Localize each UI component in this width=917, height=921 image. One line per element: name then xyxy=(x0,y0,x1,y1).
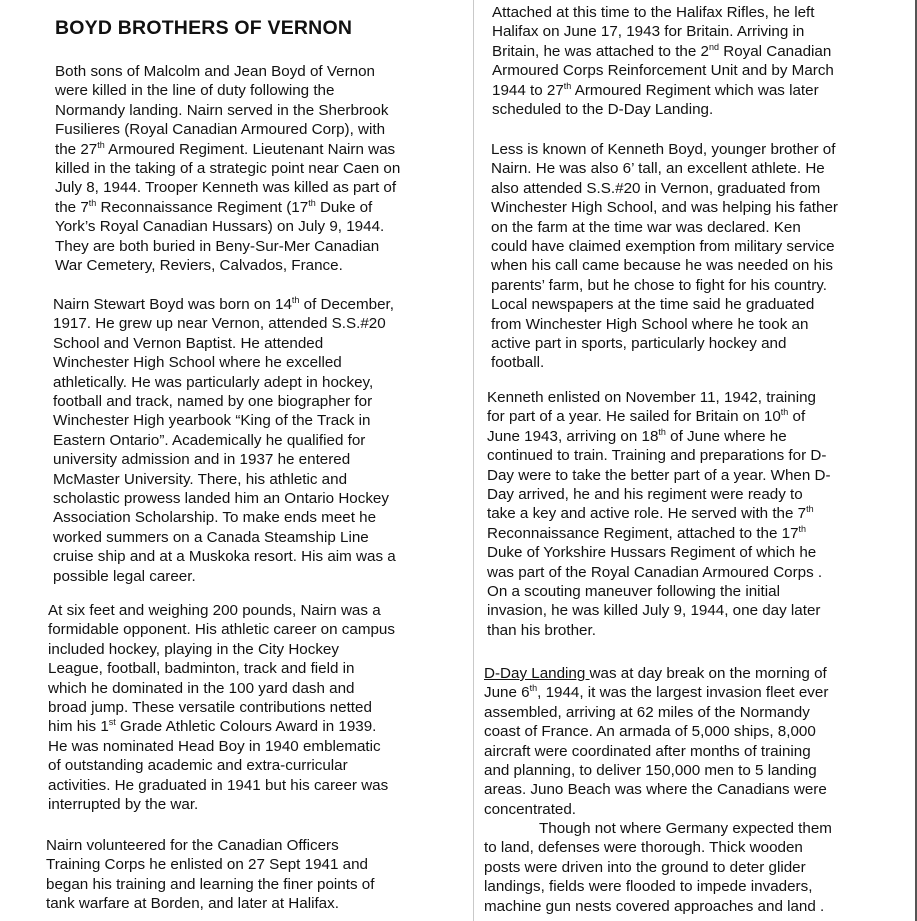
text-segment: Royal Canadian xyxy=(719,42,832,60)
text-line xyxy=(53,489,396,508)
text-line xyxy=(491,256,838,275)
text-segment: Local newspapers at the time said he graduated xyxy=(491,296,815,314)
text-segment: Nairn Stewart Boyd was born on 14 xyxy=(53,296,292,313)
text-segment: War Cemetery, Reviers, Calvados, France. xyxy=(55,257,343,275)
text-line xyxy=(487,524,831,543)
ordinal-suffix: th xyxy=(658,426,666,437)
text-line xyxy=(53,508,396,527)
ordinal-suffix: th xyxy=(291,295,300,305)
text-segment: and planning, to deliver 150,000 men to 5 landing xyxy=(484,762,817,780)
text-line xyxy=(53,353,396,372)
text-segment: Day were to take the better part of a year. When D- xyxy=(487,466,831,484)
ordinal-suffix: th xyxy=(563,80,572,91)
text-line xyxy=(487,485,831,504)
text-line xyxy=(492,3,834,22)
text-segment: him his 1 xyxy=(48,718,109,736)
text-line xyxy=(53,567,396,586)
ordinal-suffix: th xyxy=(798,523,807,534)
text-line xyxy=(484,819,832,838)
dday-landing-heading: D-Day Landing xyxy=(484,665,590,682)
text-line xyxy=(487,504,831,523)
text-line xyxy=(53,431,396,450)
text-line xyxy=(55,237,400,256)
text-segment: Armoured Regiment which was later xyxy=(571,81,819,99)
text-segment: were killed in the line of duty following the xyxy=(55,82,335,100)
text-line xyxy=(491,315,838,334)
paragraph-nairn-athletics xyxy=(48,601,395,814)
text-segment: School and Vernon Baptist. He attended xyxy=(53,334,324,352)
text-segment: League, football, badminton, track and field in xyxy=(48,660,355,678)
text-line xyxy=(55,217,400,236)
text-line xyxy=(487,621,831,640)
page-title: BOYD BROTHERS OF VERNON xyxy=(55,17,353,39)
text-segment: 1944 to 27 xyxy=(492,81,564,99)
text-segment: Britain, he was attached to the 2 xyxy=(492,42,709,60)
text-segment: Attached at this time to the Halifax Rifles, he left xyxy=(492,4,815,21)
paragraph-nairn-enlistment xyxy=(46,836,374,914)
text-segment: tank warfare at Borden, and later at Halifax. xyxy=(46,895,339,913)
text-segment: scheduled to the D-Day Landing. xyxy=(492,101,714,119)
text-line xyxy=(491,353,838,372)
ordinal-suffix: nd xyxy=(708,41,719,52)
text-line xyxy=(491,198,838,217)
text-segment: on the farm at the time war was declared. Ken xyxy=(491,218,801,236)
text-line xyxy=(487,563,831,582)
text-line xyxy=(484,703,828,722)
text-line xyxy=(53,528,396,547)
text-segment: Winchester High School where he excelled xyxy=(53,354,342,372)
text-line xyxy=(484,800,828,819)
text-segment: Reconnaissance Regiment (17 xyxy=(96,198,309,216)
text-segment: also attended S.S.#20 in Vernon, graduated from xyxy=(491,179,821,197)
text-segment: take a key and active role. He served with the 7 xyxy=(487,505,807,523)
text-line xyxy=(53,450,396,469)
text-segment: Grade Athletic Colours Award in 1939. xyxy=(115,718,377,736)
text-segment: Winchester High School, and was helping his father xyxy=(491,199,838,217)
text-line xyxy=(48,620,395,639)
text-line xyxy=(48,795,395,814)
paragraph-nairn-britain xyxy=(492,3,834,119)
text-segment: killed in the taking of a strategic point near Caen on xyxy=(55,160,401,178)
text-segment: formidable opponent. His athletic career on campus xyxy=(48,621,395,639)
text-segment: parents’ farm, but he chose to fight for his country. xyxy=(491,276,827,294)
text-segment: when his call came because he was needed on his xyxy=(491,257,833,275)
text-line xyxy=(484,780,828,799)
text-line xyxy=(46,836,374,855)
text-segment: of June where he xyxy=(665,427,787,445)
text-line xyxy=(48,601,395,620)
text-segment: Training Corps he enlisted on 27 Sept 1941 and xyxy=(46,856,368,874)
text-segment: Duke of xyxy=(315,198,373,216)
text-segment: Duke of Yorkshire Hussars Regiment of which he xyxy=(487,544,817,562)
text-line xyxy=(492,42,834,61)
ordinal-suffix: th xyxy=(780,407,789,418)
text-segment: Halifax on June 17, 1943 for Britain. Arriving in xyxy=(492,23,805,41)
text-line xyxy=(55,178,400,197)
text-line xyxy=(48,659,395,678)
text-segment: Both sons of Malcolm and Jean Boyd of Vernon xyxy=(55,63,375,80)
text-segment: could have claimed exemption from military service xyxy=(491,238,835,256)
text-segment: broad jump. These versatile contributions netted xyxy=(48,699,372,717)
text-line xyxy=(48,756,395,775)
text-line xyxy=(484,838,832,857)
text-line xyxy=(46,875,374,894)
text-segment: July 8, 1944. Trooper Kenneth was killed as part of xyxy=(55,179,397,197)
text-segment: On a scouting maneuver following the initial xyxy=(487,583,780,601)
text-line xyxy=(48,698,395,717)
text-segment: They are both buried in Beny-Sur-Mer Canadian xyxy=(55,237,380,255)
paragraph-dday-landing xyxy=(484,664,828,819)
text-segment: was part of the Royal Canadian Armoured Corps . xyxy=(487,563,823,581)
text-segment: Fusilieres (Royal Canadian Armoured Corp), with xyxy=(55,121,386,139)
text-segment: of outstanding academic and extra-curricular xyxy=(48,757,348,775)
text-segment: assembled, arriving at 62 miles of the Normandy xyxy=(484,703,810,721)
text-segment: Though not where Germany expected them xyxy=(539,820,832,837)
text-line xyxy=(487,543,831,562)
ordinal-suffix: th xyxy=(97,139,105,150)
text-line xyxy=(484,761,828,780)
ordinal-suffix: th xyxy=(806,504,814,515)
text-line xyxy=(492,81,834,100)
text-line xyxy=(55,120,400,139)
text-line xyxy=(48,679,395,698)
text-line xyxy=(53,295,396,314)
text-line xyxy=(484,742,828,761)
text-segment: Armoured Corps Reinforcement Unit and by March xyxy=(492,62,834,80)
text-segment: York’s Royal Canadian Hussars) on July 9, 1944. xyxy=(55,218,385,236)
text-segment: invasion, he was killed July 9, 1944, one day later xyxy=(487,602,821,620)
text-segment: cruise ship and at a Muskoka resort. His aim was a xyxy=(53,548,396,566)
text-line xyxy=(487,388,831,407)
text-segment: interrupted by the war. xyxy=(48,796,199,814)
text-segment: the 7 xyxy=(55,198,89,216)
text-line xyxy=(53,392,396,411)
text-line xyxy=(484,664,828,683)
text-segment: football and track, named by one biographer for xyxy=(53,393,373,411)
text-segment: June 1943, arriving on 18 xyxy=(487,427,659,445)
text-line xyxy=(491,179,838,198)
text-segment: Kenneth enlisted on November 11, 1942, training xyxy=(487,389,816,406)
text-line xyxy=(53,334,396,353)
text-segment: of December, xyxy=(299,296,394,313)
text-line xyxy=(491,334,838,353)
paragraph-intro xyxy=(55,62,400,275)
text-line xyxy=(55,198,400,217)
paragraph-kenneth-enlistment xyxy=(487,388,831,640)
text-segment: Winchester High yearbook “King of the Track in xyxy=(53,412,371,430)
text-segment: landings, fields were flooded to impede invaders, xyxy=(484,878,813,896)
text-segment: was at day break on the morning of xyxy=(589,665,827,682)
text-segment: of xyxy=(788,408,806,426)
paragraph-kenneth-intro xyxy=(491,140,838,373)
text-segment: At six feet and weighing 200 pounds, Nairn was a xyxy=(48,602,381,619)
text-segment: aircraft were coordinated after months of training xyxy=(484,742,811,760)
paragraph-nairn-early-life xyxy=(53,295,396,586)
text-segment: , 1944, it was the largest invasion fleet ever xyxy=(537,684,829,702)
text-line xyxy=(484,722,828,741)
text-segment: possible legal career. xyxy=(53,567,196,585)
text-line xyxy=(55,62,400,81)
text-segment: continued to train. Training and preparations for D- xyxy=(487,447,827,465)
text-line xyxy=(48,737,395,756)
text-segment: concentrated. xyxy=(484,800,577,818)
ordinal-suffix: th xyxy=(529,683,538,694)
text-segment: football. xyxy=(491,354,545,372)
text-segment: than his brother. xyxy=(487,621,596,639)
text-line xyxy=(487,446,831,465)
text-segment: Armoured Regiment. Lieutenant Nairn was xyxy=(104,140,396,158)
text-line xyxy=(55,256,400,275)
text-segment: Reconnaissance Regiment, attached to the 17 xyxy=(487,524,799,542)
text-line xyxy=(492,100,834,119)
text-segment: McMaster University. There, his athletic and xyxy=(53,470,348,488)
text-segment: He was nominated Head Boy in 1940 emblematic xyxy=(48,737,381,755)
text-line xyxy=(46,855,374,874)
text-segment: June 6 xyxy=(484,684,530,702)
text-line xyxy=(491,295,838,314)
column-divider xyxy=(473,0,474,921)
text-line xyxy=(53,470,396,489)
text-segment: Association Scholarship. To make ends meet he xyxy=(53,509,377,527)
text-line xyxy=(487,601,831,620)
text-line xyxy=(484,897,832,916)
text-line xyxy=(55,101,400,120)
text-line xyxy=(484,858,832,877)
text-segment: Normandy landing. Nairn served in the Sherbrook xyxy=(55,101,389,119)
text-segment: for part of a year. He sailed for Britain on 10 xyxy=(487,408,781,426)
text-line xyxy=(487,582,831,601)
text-segment: Eastern Ontario”. Academically he qualified for xyxy=(53,431,366,449)
text-line xyxy=(492,22,834,41)
text-segment: which he dominated in the 100 yard dash and xyxy=(48,679,355,697)
text-line xyxy=(55,159,400,178)
text-segment: areas. Juno Beach was where the Canadians were xyxy=(484,781,827,799)
text-segment: active part in sports, particularly hockey and xyxy=(491,335,787,353)
ordinal-suffix: th xyxy=(88,197,97,208)
text-segment: university admission and in 1937 he entered xyxy=(53,451,351,469)
text-line xyxy=(487,466,831,485)
ordinal-suffix: th xyxy=(308,197,316,208)
text-segment: posts were driven into the ground to deter glider xyxy=(484,858,806,876)
text-line xyxy=(46,894,374,913)
text-line xyxy=(487,427,831,446)
text-line xyxy=(53,373,396,392)
text-segment: coast of France. An armada of 5,000 ships, 8,000 xyxy=(484,723,816,741)
text-line xyxy=(491,276,838,295)
text-line xyxy=(53,411,396,430)
text-segment: machine gun nests covered approaches and land . xyxy=(484,897,825,915)
text-line xyxy=(55,140,400,159)
text-line xyxy=(487,407,831,426)
text-segment: the 27 xyxy=(55,140,98,158)
text-segment: Nairn. He was also 6’ tall, an excellent athlete. He xyxy=(491,160,825,178)
ordinal-suffix: st xyxy=(108,717,116,728)
text-segment: from Winchester High School where he took an xyxy=(491,315,809,333)
text-line xyxy=(53,314,396,333)
paragraph-defenses xyxy=(484,819,832,916)
text-line xyxy=(484,877,832,896)
text-line xyxy=(491,218,838,237)
text-segment: Less is known of Kenneth Boyd, younger brother of xyxy=(491,141,836,158)
text-segment: athletically. He was particularly adept in hockey, xyxy=(53,373,374,391)
text-line xyxy=(491,140,838,159)
text-line xyxy=(491,159,838,178)
text-line xyxy=(48,776,395,795)
text-line xyxy=(48,717,395,736)
text-segment: began his training and learning the finer points of xyxy=(46,875,375,893)
text-segment: Nairn volunteered for the Canadian Officers xyxy=(46,837,339,854)
text-line xyxy=(484,683,828,702)
text-segment: worked summers on a Canada Steamship Line xyxy=(53,528,369,546)
text-line xyxy=(55,81,400,100)
text-line xyxy=(491,237,838,256)
text-line xyxy=(48,640,395,659)
text-line xyxy=(492,61,834,80)
text-line xyxy=(53,547,396,566)
text-segment: to land, defenses were thorough. Thick wooden xyxy=(484,839,803,857)
text-segment: scholastic prowess landed him an Ontario Hockey xyxy=(53,490,389,508)
text-segment: Day arrived, he and his regiment were ready to xyxy=(487,486,803,504)
text-segment: included hockey, playing in the City Hockey xyxy=(48,640,339,658)
text-segment: 1917. He grew up near Vernon, attended S.S.#20 xyxy=(53,315,386,333)
text-segment: activities. He graduated in 1941 but his career was xyxy=(48,776,389,794)
